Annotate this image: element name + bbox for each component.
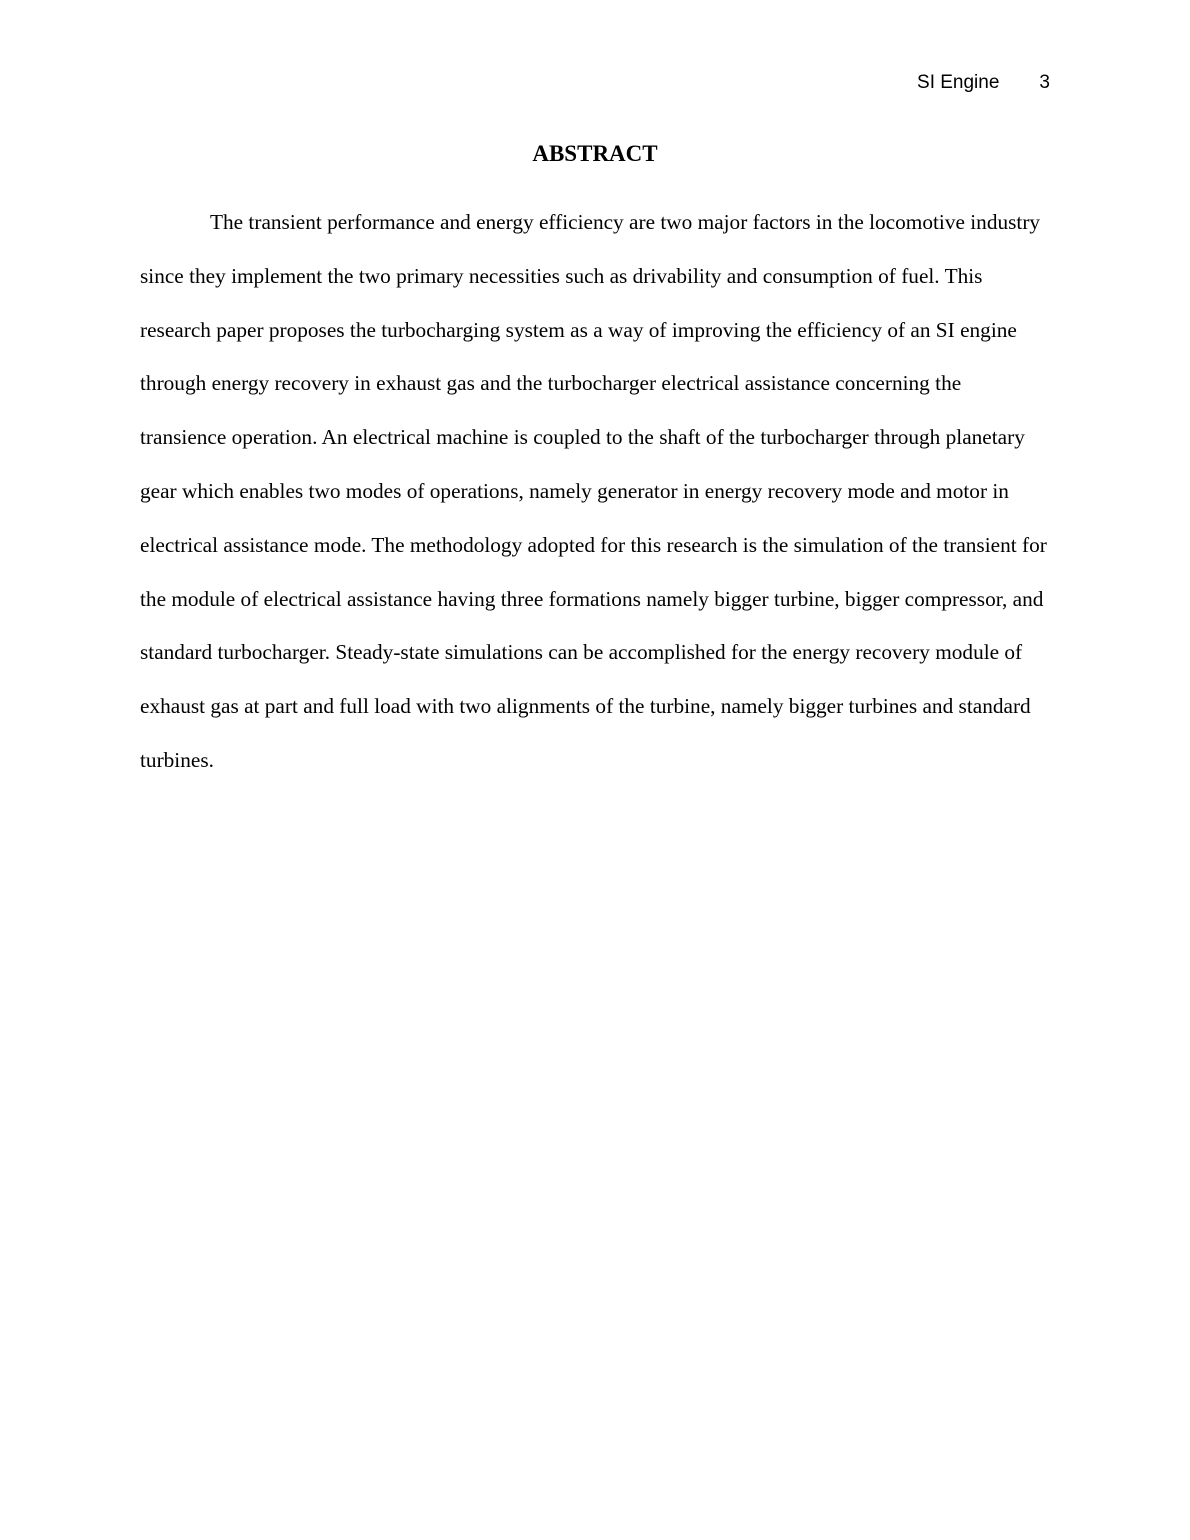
abstract-heading: ABSTRACT	[532, 141, 658, 166]
page-number: 3	[1039, 72, 1050, 93]
running-head-title: SI Engine	[917, 72, 1000, 93]
abstract-paragraph: The transient performance and energy efficiency are two major factors in the locomotive industry since they implement the two primary necessities such as drivability and consumption of fuel. This research paper proposes the turbocharging system as a way of improving the efficiency of an SI engine through energy recovery in exhaust gas and the turbocharger electrical assistance concerning the transience operation. An electrical machine is coupled to the shaft of the turbocharger through planetary gear which enables two modes of operations, namely generator in energy recovery mode and motor in electrical assistance mode. The methodology adopted for this research is the simulation of the transient for the module of electrical assistance having three formations namely bigger turbine, bigger compressor, and standard turbocharger. Steady-state simulations can be accomplished for the energy recovery module of exhaust gas at part and full load with two alignments of the turbine, namely bigger turbines and standard turbines.	[140, 210, 1047, 772]
running-head	[917, 71, 1050, 95]
